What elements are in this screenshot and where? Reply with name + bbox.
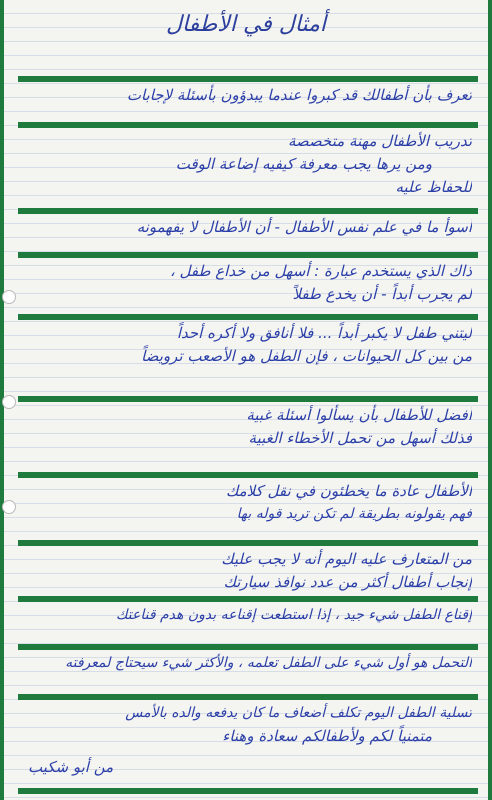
proverb-line: أفضل للأطفال بأن يسألوا أسئلة غبية [246,406,472,424]
punch-hole [2,395,16,409]
proverb-line: فهم يقولونه بطريقة لم تكن تريد قوله بها [236,506,472,522]
proverb-block [18,694,478,748]
title-area [4,6,488,50]
proverb-line: فذلك أسهل من تحمل الأخطاء الغبية [248,429,472,447]
proverb-block [18,540,478,594]
proverb-block [18,396,478,450]
proverb-line: التحمل هو أول شيء على الطفل تعلمه ، والأكثر شيء سيحتاج لمعرفته [65,655,472,671]
punch-hole [2,500,16,514]
proverb-block [18,596,478,627]
proverb-block [18,644,478,675]
page-title: أمثال في الأطفال [165,12,327,37]
proverb-line: تعرف بأن أطفالك قد كبروا عندما يبدؤون بأسئلة لإجابات [126,86,472,104]
signature: من أبو شكيب [28,758,114,776]
proverb-block [18,76,478,107]
proverb-block [18,122,478,199]
proverb-line: للحفاظ عليه [395,178,472,196]
proverb-block [18,314,478,368]
punch-hole [2,290,16,304]
proverb-block [18,208,478,239]
bottom-divider [18,788,478,794]
proverb-line: لم يجرب أبداً - أن يخدع طفلاً [292,285,472,303]
proverb-block [18,252,478,306]
proverb-line: متمنياً لكم ولأطفالكم سعادة وهناء [222,727,432,745]
proverb-line: أسوأ ما في علم نفس الأطفال - أن الأطفال لا يفهمونه [136,218,472,236]
proverb-line: إنجاب أطفال أكثر من عدد نوافذ سيارتك [223,573,472,591]
proverb-line: ذاك الذي يستخدم عبارة : أسهل من خداع طفل ، [169,262,472,280]
proverb-line: الأطفال عادة ما يخطئون في نقل كلامك [225,482,472,500]
proverb-block [18,472,478,526]
proverb-line: من بين كل الحيوانات ، فإن الطفل هو الأصعب ترويضاً [141,347,472,365]
proverb-line: ليتني طفل لا يكبر أبداً ... فلا أنافق ولا أكره أحداً [176,324,472,342]
proverb-line: تسلية الطفل اليوم تكلف أضعاف ما كان يدفعه والده بالأمس [125,705,472,721]
proverb-line: ومن يرها يجب معرفة كيفيه إضاعة الوقت [175,155,432,173]
proverb-line: تدريب الأطفال مهنة متخصصة [287,132,472,150]
proverb-line: إقناع الطفل شيء جيد ، إذا استطعت إقناعه بدون هدم قناعتك [115,607,472,623]
notebook-page [4,0,488,800]
proverb-line: من المتعارف عليه اليوم أنه لا يجب عليك [221,550,472,568]
